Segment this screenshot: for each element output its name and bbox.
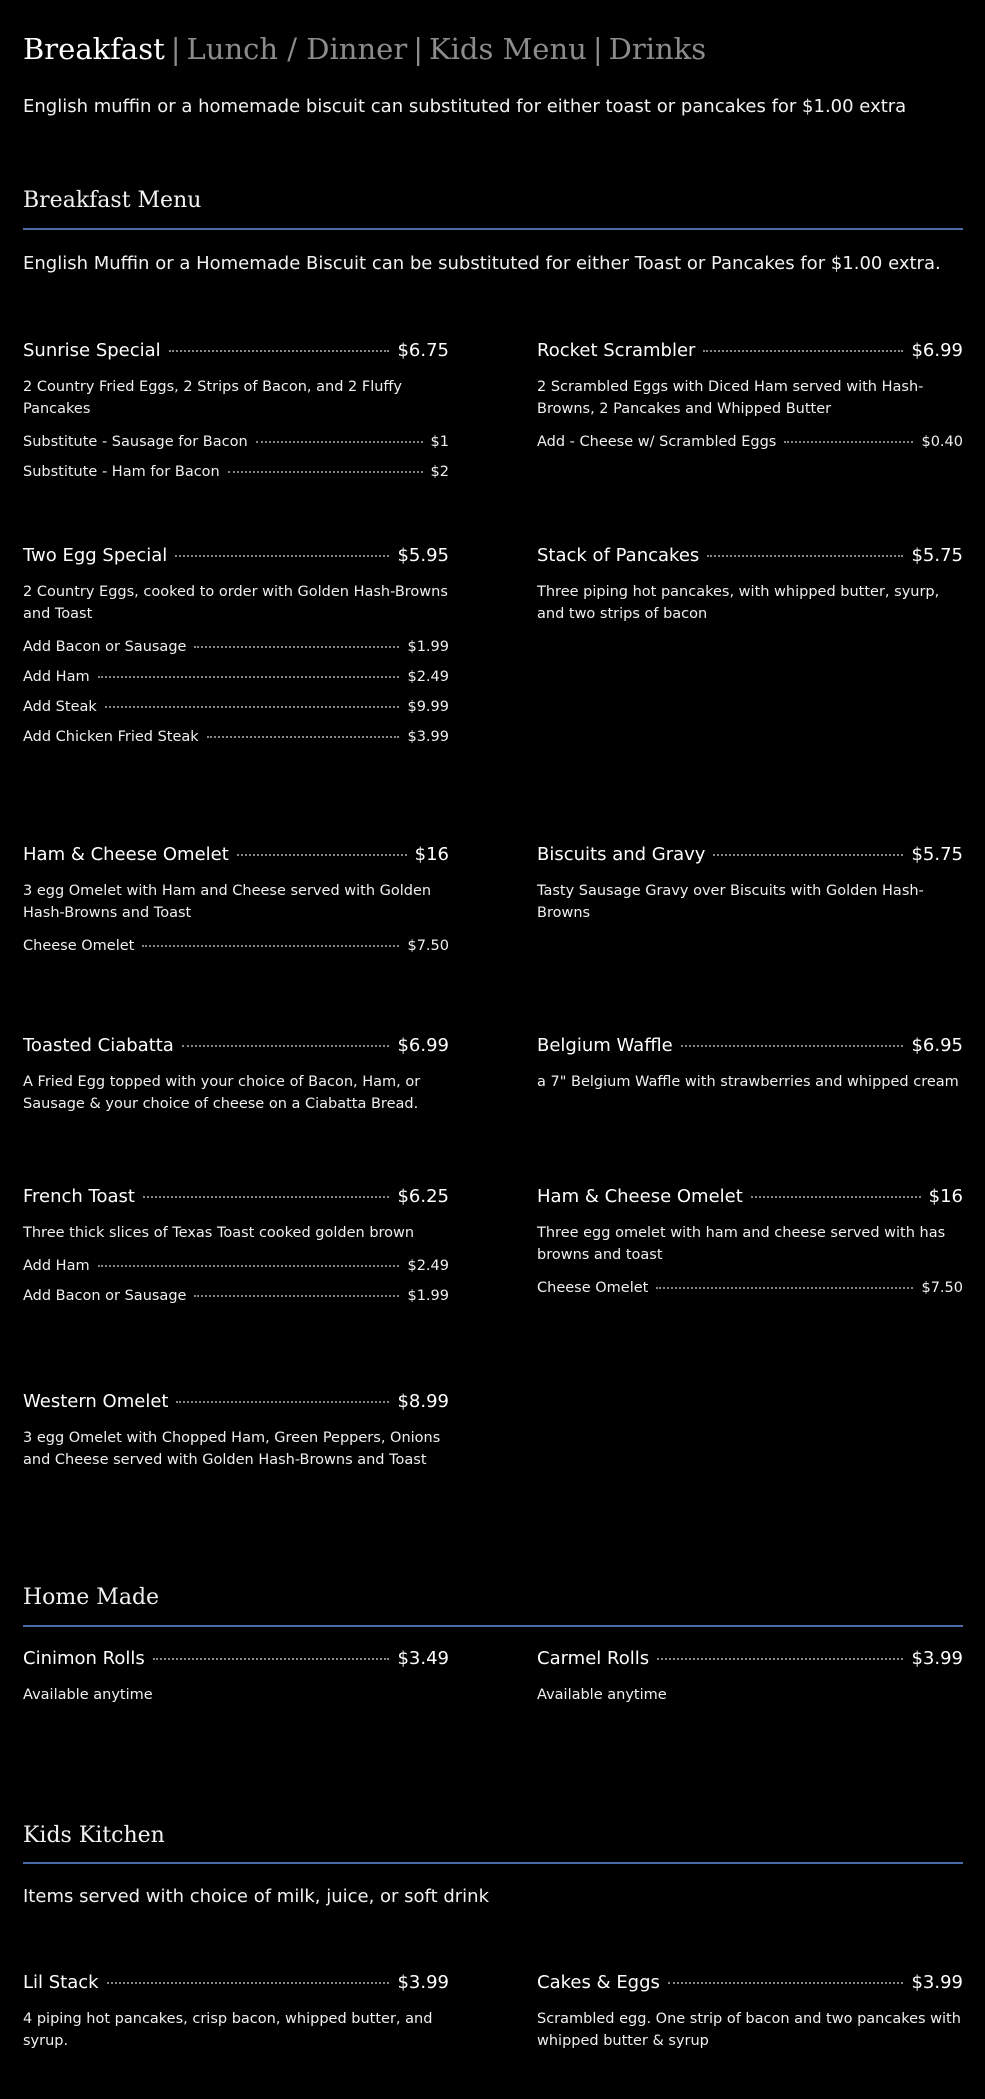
breakfast-section-title: Breakfast Menu <box>23 188 202 213</box>
addon-name: Add Bacon or Sausage <box>23 639 187 655</box>
menu-item <box>537 545 963 625</box>
menu-item-name: Western Omelet <box>23 1391 169 1412</box>
menu-item-name: Toasted Ciabatta <box>23 1035 174 1056</box>
menu-item-description: Three piping hot pancakes, with whipped butter, syurp, and two strips of bacon <box>537 584 940 622</box>
dot-leader <box>176 1401 389 1403</box>
menu-item <box>23 545 449 745</box>
menu-item-description: Three egg omelet with ham and cheese served with has browns and toast <box>537 1225 946 1263</box>
dot-leader <box>751 1196 921 1198</box>
menu-item-description: Scrambled egg. One strip of bacon and two pancakes with whipped butter & syrup <box>537 2011 961 2049</box>
breakfast-section-note: English Muffin or a Homemade Biscuit can be substituted for either Toast or Pancakes for $1.00 extra. <box>23 253 941 274</box>
section-divider <box>23 228 963 230</box>
dot-leader <box>681 1045 904 1047</box>
menu-item-header <box>23 340 449 366</box>
addon-name: Add Ham <box>23 1258 90 1274</box>
addon-name: Add Chicken Fried Steak <box>23 729 199 745</box>
menu-item-price: $3.99 <box>397 1972 449 1993</box>
menu-item-description: 4 piping hot pancakes, crisp bacon, whipped butter, and syrup. <box>23 2011 433 2049</box>
menu-item <box>23 1186 449 1304</box>
addon-price: $7.50 <box>921 1280 963 1296</box>
menu-item-description: Tasty Sausage Gravy over Biscuits with Golden Hash-Browns <box>537 883 924 921</box>
menu-item-name: Biscuits and Gravy <box>537 844 706 865</box>
menu-item-description: 2 Scrambled Eggs with Diced Ham served with Hash-Browns, 2 Pancakes and Whipped Butter <box>537 379 924 417</box>
menu-item-description: Three thick slices of Texas Toast cooked golden brown <box>23 1225 415 1241</box>
menu-item-name: Cinimon Rolls <box>23 1648 145 1669</box>
menu-item-description: 3 egg Omelet with Chopped Ham, Green Peppers, Onions and Cheese served with Golden Hash-Browns and Toast <box>23 1430 441 1468</box>
menu-item-price: $6.25 <box>397 1186 449 1207</box>
addon-price: $2.49 <box>407 1258 449 1274</box>
dot-leader <box>657 1658 903 1660</box>
menu-item <box>537 340 963 450</box>
menu-item-header <box>23 545 449 571</box>
tab-kids-menu[interactable]: Kids Menu <box>428 32 587 66</box>
menu-item-description: a 7" Belgium Waffle with strawberries and whipped cream <box>537 1074 959 1090</box>
menu-item-name: Ham & Cheese Omelet <box>537 1186 743 1207</box>
addon-price: $1.99 <box>407 639 449 655</box>
dot-leader <box>703 350 903 352</box>
menu-item-header <box>537 844 963 870</box>
dot-leader <box>228 471 423 473</box>
addon-row <box>537 1280 963 1296</box>
addon-name: Substitute - Sausage for Bacon <box>23 434 248 450</box>
tab-separator: | <box>592 32 603 66</box>
menu-item-name: Carmel Rolls <box>537 1648 650 1669</box>
dot-leader <box>182 1045 390 1047</box>
menu-item-price: $6.95 <box>911 1035 963 1056</box>
addon-name: Add - Cheese w/ Scrambled Eggs <box>537 434 777 450</box>
menu-item-name: Stack of Pancakes <box>537 545 700 566</box>
dot-leader <box>169 350 390 352</box>
menu-item <box>537 1648 963 1706</box>
tab-separator: | <box>170 32 181 66</box>
menu-item-header <box>23 1648 449 1674</box>
section-divider <box>23 1625 963 1627</box>
addon-name: Add Bacon or Sausage <box>23 1288 187 1304</box>
menu-item-header <box>537 1648 963 1674</box>
menu-item <box>23 1035 449 1115</box>
menu-item <box>23 844 449 954</box>
dot-leader <box>784 441 913 443</box>
addon-price: $2 <box>430 464 449 480</box>
dot-leader <box>194 646 399 648</box>
tab-lunch-dinner[interactable]: Lunch / Dinner <box>186 32 408 66</box>
menu-item-header <box>23 1972 449 1998</box>
menu-item-price: $3.99 <box>911 1648 963 1669</box>
tab-drinks[interactable]: Drinks <box>608 32 707 66</box>
menu-item-price: $16 <box>928 1186 963 1207</box>
kids-section-note: Items served with choice of milk, juice, or soft drink <box>23 1886 490 1907</box>
addon-row <box>23 669 449 685</box>
addon-name: Add Ham <box>23 669 90 685</box>
menu-item-name: Ham & Cheese Omelet <box>23 844 229 865</box>
dot-leader <box>98 1265 400 1267</box>
dot-leader <box>175 555 389 557</box>
dot-leader <box>194 1295 399 1297</box>
menu-item-price: $5.95 <box>397 545 449 566</box>
dot-leader <box>105 706 400 708</box>
menu-item <box>537 1972 963 2052</box>
menu-item-price: $5.75 <box>911 844 963 865</box>
dot-leader <box>143 1196 389 1198</box>
dot-leader <box>668 1982 904 1984</box>
menu-item-header <box>23 1391 449 1417</box>
addon-row <box>23 729 449 745</box>
addon-price: $7.50 <box>407 938 449 954</box>
menu-item-name: Lil Stack <box>23 1972 99 1993</box>
addon-name: Substitute - Ham for Bacon <box>23 464 220 480</box>
menu-tabs <box>23 32 706 66</box>
dot-leader <box>107 1982 390 1984</box>
menu-item-description: Available anytime <box>537 1687 667 1703</box>
dot-leader <box>98 676 400 678</box>
menu-item <box>23 1391 449 1471</box>
menu-item <box>537 1035 963 1093</box>
addon-row <box>23 699 449 715</box>
menu-item-name: Rocket Scrambler <box>537 340 696 361</box>
menu-item-header <box>23 844 449 870</box>
menu-item-description: 2 Country Eggs, cooked to order with Golden Hash-Browns and Toast <box>23 584 448 622</box>
addon-row <box>537 434 963 450</box>
addon-name: Cheese Omelet <box>23 938 135 954</box>
menu-item <box>537 1186 963 1296</box>
menu-item-header <box>537 1186 963 1212</box>
menu-item-description: A Fried Egg topped with your choice of Bacon, Ham, or Sausage & your choice of cheese on a Ciabatta Bread. <box>23 1074 421 1112</box>
addon-name: Add Steak <box>23 699 97 715</box>
addon-name: Cheese Omelet <box>537 1280 649 1296</box>
dot-leader <box>153 1658 390 1660</box>
menu-item-header <box>23 1035 449 1061</box>
addon-price: $1 <box>430 434 449 450</box>
menu-item-header <box>537 1972 963 1998</box>
addon-row <box>23 639 449 655</box>
menu-item-name: Sunrise Special <box>23 340 161 361</box>
menu-item-name: Cakes & Eggs <box>537 1972 660 1993</box>
menu-item-name: French Toast <box>23 1186 135 1207</box>
menu-item-description: Available anytime <box>23 1687 153 1703</box>
menu-item-header <box>537 340 963 366</box>
addon-row <box>23 464 449 480</box>
menu-item <box>537 844 963 924</box>
tab-breakfast[interactable]: Breakfast <box>23 32 165 66</box>
addon-row <box>23 1258 449 1274</box>
dot-leader <box>656 1287 913 1289</box>
menu-item-description: 3 egg Omelet with Ham and Cheese served with Golden Hash-Browns and Toast <box>23 883 432 921</box>
addon-row <box>23 938 449 954</box>
menu-item-price: $5.75 <box>911 545 963 566</box>
dot-leader <box>237 854 407 856</box>
tab-separator: | <box>413 32 423 66</box>
dot-leader <box>142 945 399 947</box>
addon-price: $3.99 <box>407 729 449 745</box>
menu-item-price: $6.99 <box>397 1035 449 1056</box>
section-divider <box>23 1862 963 1864</box>
menu-item-header <box>537 545 963 571</box>
homemade-section-title: Home Made <box>23 1585 160 1610</box>
menu-item-price: $16 <box>414 844 449 865</box>
dot-leader <box>256 441 423 443</box>
addon-price: $0.40 <box>921 434 963 450</box>
menu-item-price: $8.99 <box>397 1391 449 1412</box>
menu-item <box>23 1972 449 2052</box>
substitution-note: English muffin or a homemade biscuit can substituted for either toast or pancakes for $1.00 extra <box>23 96 907 117</box>
menu-item-price: $6.99 <box>911 340 963 361</box>
menu-item <box>23 1648 449 1706</box>
menu-item-name: Belgium Waffle <box>537 1035 673 1056</box>
dot-leader <box>713 854 903 856</box>
menu-item-price: $3.49 <box>397 1648 449 1669</box>
menu-item-description: 2 Country Fried Eggs, 2 Strips of Bacon, and 2 Fluffy Pancakes <box>23 379 403 417</box>
addon-row <box>23 434 449 450</box>
addon-price: $9.99 <box>407 699 449 715</box>
menu-item <box>23 340 449 480</box>
addon-row <box>23 1288 449 1304</box>
menu-item-price: $6.75 <box>397 340 449 361</box>
menu-item-name: Two Egg Special <box>23 545 168 566</box>
addon-price: $1.99 <box>407 1288 449 1304</box>
dot-leader <box>207 736 400 738</box>
menu-item-header <box>23 1186 449 1212</box>
menu-item-header <box>537 1035 963 1061</box>
menu-item-price: $3.99 <box>911 1972 963 1993</box>
kids-section-title: Kids Kitchen <box>23 1823 165 1848</box>
addon-price: $2.49 <box>407 669 449 685</box>
dot-leader <box>707 555 903 557</box>
